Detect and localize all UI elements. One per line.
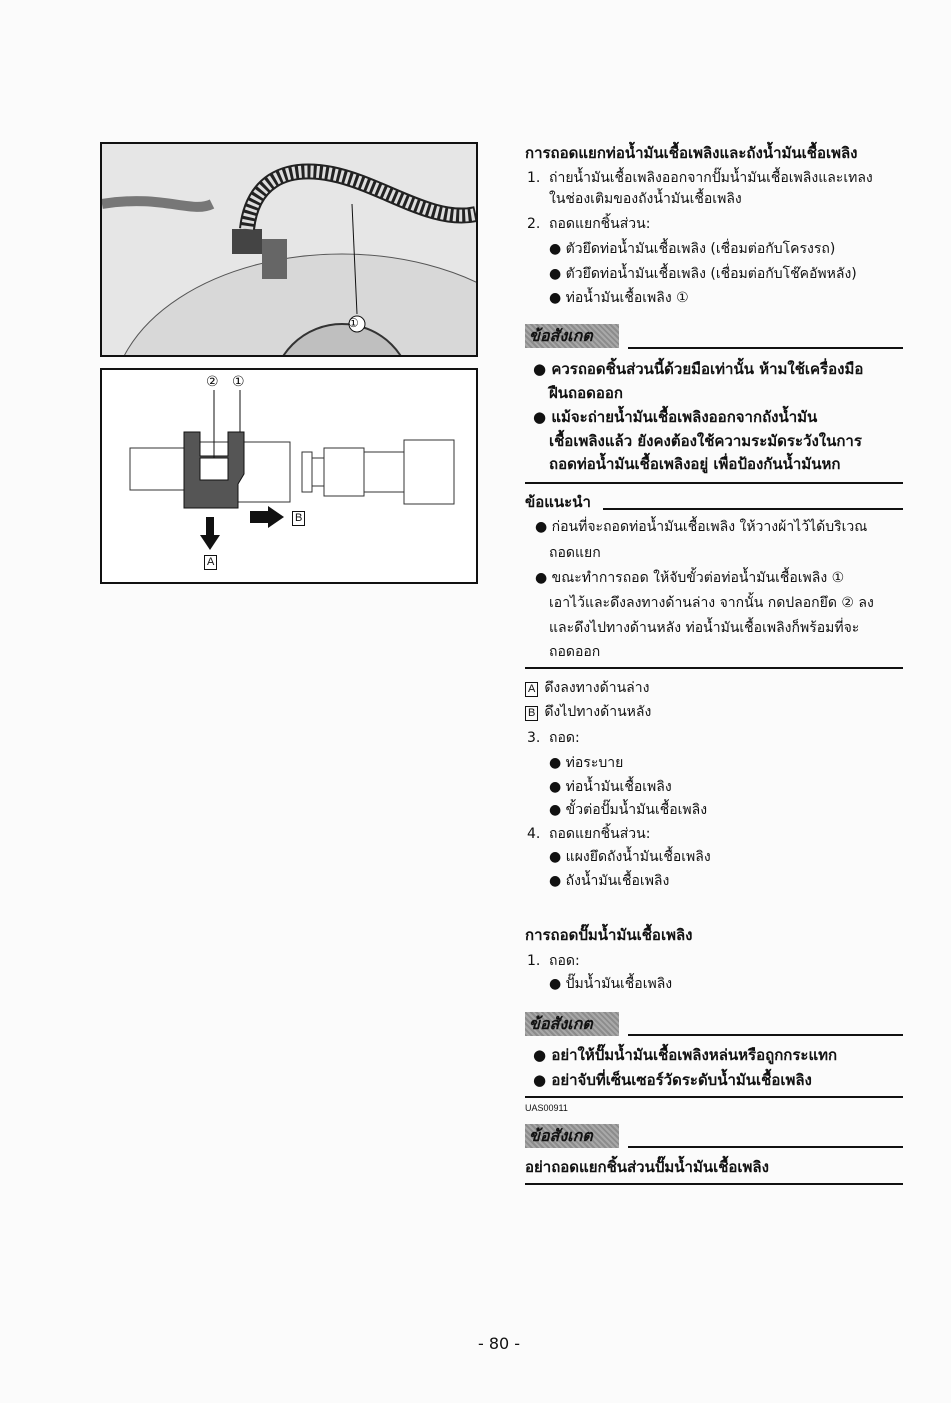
list-item: ● ตัวยึดท่อน้ำมันเชื้อเพลิง (เชื่อมต่อกับโช๊คอัพหลัง) (549, 266, 857, 282)
step-text: ถอดแยกชิ้นส่วน: (549, 826, 651, 842)
legend-text: ดึงไปทางด้านหลัง (544, 704, 652, 720)
step-number: 3. (527, 730, 541, 746)
list-item: ● แผงยึดถังน้ำมันเชื้อเพลิง (549, 849, 711, 865)
legend-key: B (525, 706, 538, 721)
note-line: ● อย่าให้ปั๊มน้ำมันเชื้อเพลิงหล่นหรือถูกกระแทก (533, 1046, 838, 1064)
note-line: ถอดท่อน้ำมันเชื้อเพลิงอยู่ เพื่อป้องกันน้ำมันหก (549, 455, 841, 473)
note-line: เชื้อเพลิงแล้ว ยังคงต้องใช้ความระมัดระวังในการ (549, 432, 862, 450)
advice-text: ขณะทำการถอด ให้จับขั้วต่อท่อน้ำมันเชื้อเพลิง ① (551, 570, 845, 586)
note-line: ● อย่าจับที่เซ็นเซอร์วัดระดับน้ำมันเชื้อเพลิง (533, 1071, 812, 1089)
step-number: 1. (527, 953, 541, 969)
page-number: - 80 - (478, 1334, 521, 1353)
list-item-text: ปั๊มน้ำมันเชื้อเพลิง (565, 976, 673, 992)
divider (603, 508, 903, 510)
advice-line: ● ขณะทำการถอด ให้จับขั้วต่อท่อน้ำมันเชื้อเพลิง ① (535, 570, 845, 586)
legend-key: A (525, 682, 538, 697)
advice-line: ● ก่อนที่จะถอดท่อน้ำมันเชื้อเพลิง ให้วางผ้าไว้ได้บริเวณ (535, 519, 868, 535)
note-line: ● ควรถอดชิ้นส่วนนี้ด้วยมือเท่านั้น ห้ามใช้เครื่องมือ (533, 360, 864, 378)
list-item-text: ตัวยึดท่อน้ำมันเชื้อเพลิง (เชื่อมต่อกับโครงรถ) (565, 241, 836, 257)
divider (525, 482, 903, 484)
section-title: การถอดปั๊มน้ำมันเชื้อเพลิง (525, 926, 693, 944)
note-text: อย่าให้ปั๊มน้ำมันเชื้อเพลิงหล่นหรือถูกกระแทก (551, 1046, 838, 1064)
advice-label: ข้อแนะนำ (525, 493, 591, 511)
step-text: ถอดแยกชิ้นส่วน: (549, 216, 651, 232)
list-item-text: ขั้วต่อปั๊มน้ำมันเชื้อเพลิง (565, 802, 708, 818)
divider (628, 1034, 903, 1036)
section-title: การถอดแยกท่อน้ำมันเชื้อเพลิงและถังน้ำมันเชื้อเพลิง (525, 144, 858, 162)
step-text: ถ่ายน้ำมันเชื้อเพลิงออกจากปั๊มน้ำมันเชื้อเพลิงและเทลง (549, 170, 873, 186)
note-text: อย่าจับที่เซ็นเซอร์วัดระดับน้ำมันเชื้อเพลิง (551, 1071, 812, 1089)
advice-line: และดึงไปทางด้านหลัง ท่อน้ำมันเชื้อเพลิงก็พร้อมที่จะ (549, 620, 860, 636)
list-item: ● ปั๊มน้ำมันเชื้อเพลิง (549, 976, 673, 992)
list-item-text: ถังน้ำมันเชื้อเพลิง (565, 873, 670, 889)
note-text: ควรถอดชิ้นส่วนนี้ด้วยมือเท่านั้น ห้ามใช้เครื่องมือ (551, 360, 864, 378)
divider (525, 667, 903, 669)
list-item-text: ท่อน้ำมันเชื้อเพลิง ① (565, 290, 689, 306)
label-b: B (292, 511, 305, 526)
note-text: แม้จะถ่ายน้ำมันเชื้อเพลิงออกจากถังน้ำมัน (551, 408, 818, 426)
note-line: ฝืนถอดออก (549, 384, 623, 402)
list-item: ● ขั้วต่อปั๊มน้ำมันเชื้อเพลิง (549, 802, 708, 818)
step-number: 2. (527, 216, 541, 232)
list-item-text: ท่อน้ำมันเชื้อเพลิง (565, 779, 672, 795)
list-item: ● ท่อน้ำมันเชื้อเพลิง ① (549, 290, 689, 306)
step-text: ในช่องเติมของถังน้ำมันเชื้อเพลิง (549, 191, 742, 207)
callout-1: ① (348, 316, 359, 330)
divider (525, 1096, 903, 1098)
advice-line: ถอดออก (549, 644, 601, 660)
note-label: ข้อสังเกต (525, 324, 619, 348)
list-item: ● ถังน้ำมันเชื้อเพลิง (549, 873, 670, 889)
fuel-pump-photo (100, 142, 478, 357)
fuel-hose-connector-diagram (100, 368, 478, 584)
list-item-text: ท่อระบาย (565, 755, 624, 771)
advice-line: เอาไว้และดึงลงทางด้านล่าง จากนั้น กดปลอกยึด ② ลง (549, 595, 874, 611)
note-label: ข้อสังเกต (525, 1012, 619, 1036)
divider (628, 1146, 903, 1148)
note-text: อย่าถอดแยกชิ้นส่วนปั๊มน้ำมันเชื้อเพลิง (525, 1158, 769, 1176)
legend-item (525, 678, 649, 698)
label-a: A (204, 555, 217, 570)
connector-drawing (102, 370, 476, 582)
list-item-text: ตัวยึดท่อน้ำมันเชื้อเพลิง (เชื่อมต่อกับโช๊คอัพหลัง) (565, 266, 857, 282)
note-label: ข้อสังเกต (525, 1124, 619, 1148)
step-number: 4. (527, 826, 541, 842)
callout-1: ① (232, 374, 245, 390)
step-number: 1. (527, 170, 541, 186)
fuel-pump-illustration (102, 144, 476, 355)
list-item-text: แผงยึดถังน้ำมันเชื้อเพลิง (565, 849, 711, 865)
advice-text: ก่อนที่จะถอดท่อน้ำมันเชื้อเพลิง ให้วางผ้าไว้ได้บริเวณ (551, 519, 868, 535)
step-text: ถอด: (549, 953, 580, 969)
list-item: ● ท่อน้ำมันเชื้อเพลิง (549, 779, 672, 795)
callout-2: ② (206, 374, 219, 390)
advice-line: ถอดแยก (549, 545, 601, 561)
list-item: ● ตัวยึดท่อน้ำมันเชื้อเพลิง (เชื่อมต่อกับโครงรถ) (549, 241, 836, 257)
step-text: ถอด: (549, 730, 580, 746)
legend-item (525, 702, 651, 722)
reference-code: UAS00911 (525, 1103, 568, 1113)
list-item: ● ท่อระบาย (549, 755, 624, 771)
divider (628, 347, 903, 349)
legend-text: ดึงลงทางด้านล่าง (544, 680, 650, 696)
note-line: ● แม้จะถ่ายน้ำมันเชื้อเพลิงออกจากถังน้ำมัน (533, 408, 818, 426)
divider (525, 1183, 903, 1185)
